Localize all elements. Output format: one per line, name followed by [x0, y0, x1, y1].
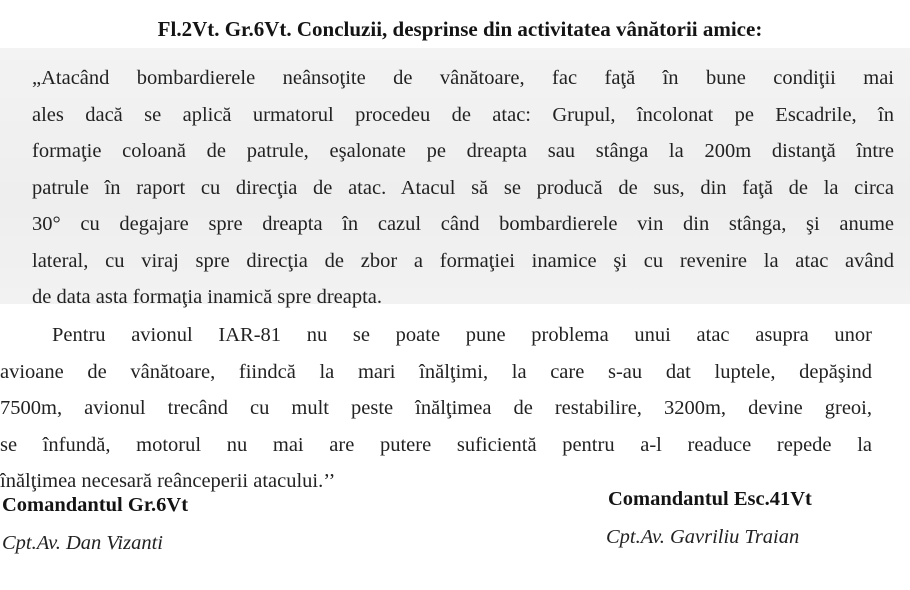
page-title: Fl.2Vt. Gr.6Vt. Concluzii, desprinse din activitatea vânătorii amice: — [157, 17, 763, 41]
text-line: 7500m, avionul trecând cu mult peste înălţimea de restabilire, 3200m, devine greoi, — [0, 397, 872, 419]
text-line: 30° cu degajare spre dreapta în cazul când bombardierele vin din stânga, şi anume — [32, 213, 894, 235]
text-line: avioane de vânătoare, fiindcă la mari înălţimi, la care s-au dat luptele, depăşind — [0, 360, 872, 383]
text-line: înălţimea necesară reânceperii atacului.’’ — [0, 470, 336, 492]
signature-role-right: Comandantul Esc.41Vt — [608, 488, 812, 510]
text-line: ales dacă se aplică urmatorul procedeu de atac: Grupul, încolonat pe Escadrile, în — [32, 103, 894, 126]
signature-role-left: Comandantul Gr.6Vt — [2, 494, 189, 516]
text-line: Pentru avionul IAR-81 nu se poate pune problema unui atac asupra unor — [52, 324, 872, 346]
text-line: se înfundă, motorul nu mai are putere suficientă pentru a-l readuce repede la — [0, 433, 872, 456]
paragraph-quote — [32, 60, 894, 316]
paragraph-iar81 — [0, 317, 872, 500]
text-line: patrule în raport cu direcţia de atac. Atacul să se producă de sus, din faţă de la circa — [32, 176, 894, 199]
text-line: lateral, cu viraj spre direcţia de zbor a formaţiei inamice şi cu revenire la atac având — [32, 249, 894, 272]
signature-name-right: Cpt.Av. Gavriliu Traian — [606, 526, 800, 548]
text-line: de data asta formaţia inamică spre dreapta. — [32, 286, 383, 308]
signature-name-left: Cpt.Av. Dan Vizanti — [2, 532, 163, 554]
text-line: „Atacând bombardierele neânsoţite de vânătoare, fac faţă în bune condiţii mai — [32, 67, 894, 89]
text-line: formaţie coloană de patrule, eşalonate pe dreapta sau stânga la 200m distanţă între — [32, 140, 894, 162]
